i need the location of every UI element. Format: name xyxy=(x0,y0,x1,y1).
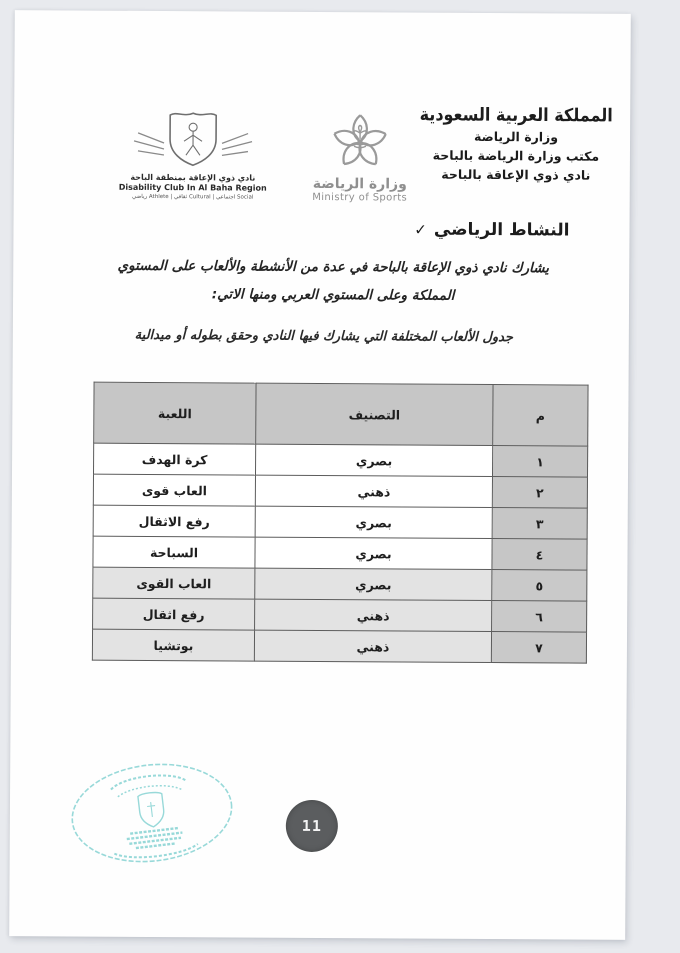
cell-num: ٦ xyxy=(492,601,587,633)
ministry-logo-en: Ministry of Sports xyxy=(312,191,408,204)
cell-num: ١ xyxy=(492,446,587,478)
table-row xyxy=(93,536,587,570)
cell-game: العاب قوى xyxy=(93,474,255,506)
table-row xyxy=(93,474,587,508)
cell-game: بوتشيا xyxy=(92,629,254,661)
cell-classification: بصري xyxy=(255,568,492,600)
cell-classification: ذهني xyxy=(255,599,492,631)
table-row xyxy=(93,598,587,632)
ministry-of-sports-logo xyxy=(300,112,421,204)
club-stamp xyxy=(60,749,243,876)
stamp-seal-icon xyxy=(71,842,244,881)
page-number-badge xyxy=(286,800,338,852)
ministry-flower-icon xyxy=(323,155,397,174)
ministry-logo-ar: وزارة الرياضة xyxy=(312,175,407,193)
cell-classification: ذهني xyxy=(255,475,492,507)
club-shield-icon xyxy=(118,154,268,174)
club-line: نادي ذوي الإعاقة بالباحة xyxy=(441,166,591,183)
letterhead-right-block xyxy=(406,105,626,185)
document-page xyxy=(9,10,631,940)
games-table-body xyxy=(92,443,587,663)
table-row xyxy=(92,629,586,663)
games-table-container xyxy=(92,382,589,664)
cell-game: رفع الاثقال xyxy=(93,505,255,537)
table-row xyxy=(93,505,587,539)
lead-paragraph xyxy=(89,252,577,311)
cell-num: ٤ xyxy=(492,539,587,571)
disability-club-logo xyxy=(108,109,279,202)
cell-classification: ذهني xyxy=(254,630,491,662)
table-header-row xyxy=(94,382,588,446)
lead-line-1: يشارك نادي ذوي الإعاقة بالباحة في عدة من الأنشطة والألعاب على المستوي xyxy=(117,257,550,277)
lead-line-2: المملكة وعلى المستوي العربي ومنها الاتي: xyxy=(211,286,455,304)
games-table xyxy=(92,382,589,664)
cell-game: العاب القوى xyxy=(93,567,255,599)
cell-num: ٥ xyxy=(492,570,587,602)
table-row xyxy=(93,567,587,601)
page-number: 11 xyxy=(301,816,322,836)
cell-classification: بصري xyxy=(255,444,492,476)
cell-game: كرة الهدف xyxy=(94,443,256,475)
cell-num: ٧ xyxy=(491,632,586,664)
cell-num: ٣ xyxy=(492,508,587,540)
cell-game: السباحة xyxy=(93,536,255,568)
header-game: اللعبة xyxy=(94,382,256,444)
club-logo-ar: نادي ذوي الإعاقة بمنطقة الباحة xyxy=(130,172,256,183)
cell-num: ٢ xyxy=(492,477,587,509)
cell-classification: بصري xyxy=(255,537,492,569)
section-heading-text: النشاط الرياضي xyxy=(433,219,570,241)
header-classification: التصنيف xyxy=(256,383,493,445)
kingdom-title: المملكة العربية السعودية xyxy=(419,103,613,126)
cell-classification: بصري xyxy=(255,506,492,538)
office-line: مكتب وزارة الرياضة بالباحة xyxy=(432,147,600,164)
table-caption: جدول الألعاب المختلفة التي يشارك فيها النادي وحقق بطوله أو ميدالية xyxy=(134,327,514,346)
cell-game: رفع اثقال xyxy=(93,598,255,630)
club-logo-tagline: رياضي Athlete | ثقافي Cultural | اجتماعي Social xyxy=(132,193,254,201)
checkmark-icon: ✓ xyxy=(414,220,427,239)
section-heading xyxy=(414,220,569,241)
header-num: م xyxy=(493,385,588,447)
ministry-line: وزارة الرياضة xyxy=(474,128,559,145)
table-row xyxy=(94,443,588,477)
club-logo-en: Disability Club In Al Baha Region xyxy=(118,182,267,193)
